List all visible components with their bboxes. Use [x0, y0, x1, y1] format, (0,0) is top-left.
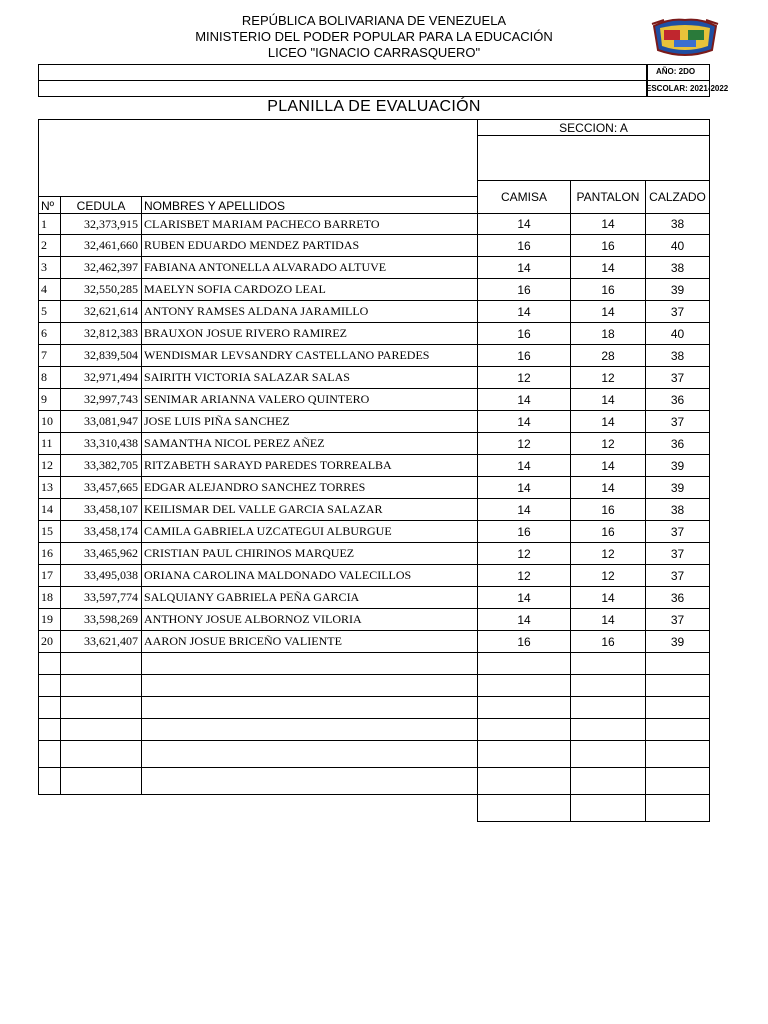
cedula-cell: 32,462,397	[61, 257, 142, 279]
empty-cell	[478, 741, 571, 768]
calzado-cell: 37	[646, 301, 710, 323]
calzado-cell: 40	[646, 323, 710, 345]
anio-label: AÑO: 2DO	[656, 67, 696, 76]
empty-cell	[646, 697, 710, 719]
camisa-cell: 14	[478, 411, 571, 433]
cedula-cell: 32,971,494	[61, 367, 142, 389]
table-row	[39, 455, 710, 477]
name-cell: RUBEN EDUARDO MENDEZ PARTIDAS	[142, 235, 478, 257]
empty-cell	[478, 675, 571, 697]
calzado-cell: 39	[646, 279, 710, 301]
escolar-label: ESCOLAR: 2021-2022	[646, 84, 729, 93]
empty-cell	[61, 719, 142, 741]
cedula-cell: 32,997,743	[61, 389, 142, 411]
table-row	[39, 609, 710, 631]
table-row	[39, 433, 710, 455]
name-cell: WENDISMAR LEVSANDRY CASTELLANO PAREDES	[142, 345, 478, 367]
table-row	[39, 631, 710, 653]
calzado-cell: 38	[646, 345, 710, 367]
table-row	[39, 214, 710, 235]
name-cell: JOSE LUIS PIÑA SANCHEZ	[142, 411, 478, 433]
row-number: 4	[39, 279, 61, 301]
calzado-cell: 38	[646, 257, 710, 279]
info-blank-row-1	[38, 64, 648, 81]
table-row	[39, 301, 710, 323]
camisa-cell: 14	[478, 301, 571, 323]
cedula-cell: 33,597,774	[61, 587, 142, 609]
row-number: 7	[39, 345, 61, 367]
row-number: 13	[39, 477, 61, 499]
camisa-cell: 12	[478, 565, 571, 587]
empty-cell	[571, 719, 646, 741]
row-number: 2	[39, 235, 61, 257]
header-blank-area	[39, 120, 478, 197]
pantalon-cell: 16	[571, 279, 646, 301]
calzado-cell: 37	[646, 609, 710, 631]
table-row	[39, 279, 710, 301]
camisa-cell: 14	[478, 477, 571, 499]
pantalon-cell: 14	[571, 389, 646, 411]
row-number: 10	[39, 411, 61, 433]
camisa-cell: 14	[478, 214, 571, 235]
seccion-label: SECCION: A	[478, 120, 710, 136]
empty-cell	[39, 768, 61, 795]
empty-cell	[646, 719, 710, 741]
cedula-cell: 33,457,665	[61, 477, 142, 499]
name-cell: EDGAR ALEJANDRO SANCHEZ TORRES	[142, 477, 478, 499]
students-table	[38, 119, 710, 822]
camisa-cell: 14	[478, 609, 571, 631]
school-crest-icon	[650, 16, 720, 58]
calzado-cell: 37	[646, 565, 710, 587]
empty-cell	[142, 653, 478, 675]
camisa-cell: 14	[478, 257, 571, 279]
name-cell: SENIMAR ARIANNA VALERO QUINTERO	[142, 389, 478, 411]
empty-row	[39, 768, 710, 795]
cedula-cell: 33,458,174	[61, 521, 142, 543]
name-cell: CAMILA GABRIELA UZCATEGUI ALBURGUE	[142, 521, 478, 543]
table-row	[39, 477, 710, 499]
empty-cell	[39, 719, 61, 741]
calzado-cell: 36	[646, 587, 710, 609]
name-cell: CRISTIAN PAUL CHIRINOS MARQUEZ	[142, 543, 478, 565]
header-republic: REPÚBLICA BOLIVARIANA DE VENEZUELA	[241, 13, 507, 28]
table-row	[39, 411, 710, 433]
table-row	[39, 499, 710, 521]
row-number: 3	[39, 257, 61, 279]
cedula-cell: 32,373,915	[61, 214, 142, 235]
empty-cell	[571, 653, 646, 675]
pantalon-cell: 14	[571, 257, 646, 279]
row-number: 12	[39, 455, 61, 477]
name-cell: SAMANTHA NICOL PEREZ AÑEZ	[142, 433, 478, 455]
pantalon-cell: 14	[571, 609, 646, 631]
empty-cell	[571, 768, 646, 795]
name-cell: ANTHONY JOSUE ALBORNOZ VILORIA	[142, 609, 478, 631]
cedula-cell: 32,812,383	[61, 323, 142, 345]
row-number: 16	[39, 543, 61, 565]
calzado-cell: 39	[646, 455, 710, 477]
pantalon-cell: 14	[571, 301, 646, 323]
name-cell: FABIANA ANTONELLA ALVARADO ALTUVE	[142, 257, 478, 279]
cedula-cell: 32,621,614	[61, 301, 142, 323]
empty-cell	[646, 741, 710, 768]
name-cell: CLARISBET MARIAM PACHECO BARRETO	[142, 214, 478, 235]
camisa-cell: 12	[478, 543, 571, 565]
calzado-cell: 36	[646, 389, 710, 411]
empty-cell	[646, 795, 710, 822]
camisa-cell: 14	[478, 389, 571, 411]
empty-cell	[61, 741, 142, 768]
empty-cell	[571, 697, 646, 719]
col-header-calzado: CALZADO	[646, 181, 710, 214]
camisa-cell: 14	[478, 499, 571, 521]
col-header-pantalon: PANTALON	[571, 181, 646, 214]
camisa-cell: 16	[478, 279, 571, 301]
pantalon-cell: 28	[571, 345, 646, 367]
empty-cell	[142, 719, 478, 741]
pantalon-cell: 14	[571, 477, 646, 499]
table-row	[39, 235, 710, 257]
row-number: 20	[39, 631, 61, 653]
empty-cell	[646, 653, 710, 675]
header-ministry: MINISTERIO DEL PODER POPULAR PARA LA EDUCACIÓN	[195, 29, 553, 44]
name-cell: MAELYN SOFIA CARDOZO LEAL	[142, 279, 478, 301]
camisa-cell: 12	[478, 433, 571, 455]
camisa-cell: 16	[478, 345, 571, 367]
calzado-cell: 40	[646, 235, 710, 257]
row-number: 18	[39, 587, 61, 609]
empty-cell	[571, 795, 646, 822]
pantalon-cell: 12	[571, 565, 646, 587]
empty-cell	[142, 675, 478, 697]
empty-row-sizes-only	[39, 795, 710, 822]
pantalon-cell: 16	[571, 235, 646, 257]
cedula-cell: 33,465,962	[61, 543, 142, 565]
name-cell: BRAUXON JOSUE RIVERO RAMIREZ	[142, 323, 478, 345]
calzado-cell: 37	[646, 411, 710, 433]
calzado-cell: 36	[646, 433, 710, 455]
pantalon-cell: 12	[571, 433, 646, 455]
table-row	[39, 521, 710, 543]
pantalon-cell: 16	[571, 499, 646, 521]
empty-cell	[646, 768, 710, 795]
empty-cell	[39, 697, 61, 719]
empty-cell	[478, 719, 571, 741]
calzado-cell: 37	[646, 367, 710, 389]
cedula-cell: 32,839,504	[61, 345, 142, 367]
camisa-cell: 16	[478, 235, 571, 257]
cedula-cell: 32,550,285	[61, 279, 142, 301]
pantalon-cell: 14	[571, 455, 646, 477]
pantalon-cell: 12	[571, 367, 646, 389]
empty-cell	[39, 675, 61, 697]
row-number: 15	[39, 521, 61, 543]
name-cell: ORIANA CAROLINA MALDONADO VALECILLOS	[142, 565, 478, 587]
calzado-cell: 38	[646, 499, 710, 521]
empty-cell	[142, 697, 478, 719]
table-row	[39, 323, 710, 345]
calzado-cell: 39	[646, 477, 710, 499]
seccion-blank	[478, 136, 710, 181]
empty-cell	[478, 768, 571, 795]
table-row	[39, 543, 710, 565]
cedula-cell: 33,458,107	[61, 499, 142, 521]
empty-cell	[61, 675, 142, 697]
table-row	[39, 587, 710, 609]
pantalon-cell: 18	[571, 323, 646, 345]
empty-cell	[39, 795, 478, 822]
row-number: 6	[39, 323, 61, 345]
table-row	[39, 345, 710, 367]
camisa-cell: 14	[478, 587, 571, 609]
empty-cell	[39, 653, 61, 675]
table-row	[39, 367, 710, 389]
camisa-cell: 16	[478, 521, 571, 543]
name-cell: SALQUIANY GABRIELA PEÑA GARCIA	[142, 587, 478, 609]
col-header-nombres: NOMBRES Y APELLIDOS	[142, 197, 478, 214]
name-cell: SAIRITH VICTORIA SALAZAR SALAS	[142, 367, 478, 389]
info-blank-row-2	[38, 80, 648, 97]
col-header-camisa: CAMISA	[478, 181, 571, 214]
empty-cell	[39, 741, 61, 768]
page-title: PLANILLA DE EVALUACIÓN	[267, 98, 481, 115]
col-header-cedula: CEDULA	[61, 197, 142, 214]
empty-cell	[478, 795, 571, 822]
camisa-cell: 14	[478, 455, 571, 477]
row-number: 11	[39, 433, 61, 455]
row-number: 8	[39, 367, 61, 389]
name-cell: RITZABETH SARAYD PAREDES TORREALBA	[142, 455, 478, 477]
name-cell: ANTONY RAMSES ALDANA JARAMILLO	[142, 301, 478, 323]
header-school: LICEO "IGNACIO CARRASQUERO"	[267, 45, 481, 60]
pantalon-cell: 14	[571, 411, 646, 433]
empty-cell	[61, 653, 142, 675]
empty-cell	[142, 741, 478, 768]
empty-cell	[142, 768, 478, 795]
empty-cell	[61, 768, 142, 795]
cedula-cell: 33,081,947	[61, 411, 142, 433]
pantalon-cell: 12	[571, 543, 646, 565]
camisa-cell: 12	[478, 367, 571, 389]
pantalon-cell: 16	[571, 631, 646, 653]
empty-row	[39, 653, 710, 675]
table-row	[39, 257, 710, 279]
cedula-cell: 33,598,269	[61, 609, 142, 631]
row-number: 19	[39, 609, 61, 631]
pantalon-cell: 16	[571, 521, 646, 543]
empty-row	[39, 741, 710, 768]
col-header-num: Nº	[39, 197, 61, 214]
calzado-cell: 39	[646, 631, 710, 653]
empty-cell	[61, 697, 142, 719]
empty-row	[39, 719, 710, 741]
table-row	[39, 389, 710, 411]
cedula-cell: 33,495,038	[61, 565, 142, 587]
calzado-cell: 37	[646, 521, 710, 543]
cedula-cell: 32,461,660	[61, 235, 142, 257]
name-cell: KEILISMAR DEL VALLE GARCIA SALAZAR	[142, 499, 478, 521]
table-row	[39, 565, 710, 587]
empty-row	[39, 675, 710, 697]
row-number: 9	[39, 389, 61, 411]
cedula-cell: 33,310,438	[61, 433, 142, 455]
cedula-cell: 33,382,705	[61, 455, 142, 477]
row-number: 5	[39, 301, 61, 323]
row-number: 17	[39, 565, 61, 587]
name-cell: AARON JOSUE BRICEÑO VALIENTE	[142, 631, 478, 653]
empty-cell	[478, 697, 571, 719]
row-number: 1	[39, 214, 61, 235]
pantalon-cell: 14	[571, 587, 646, 609]
empty-cell	[478, 653, 571, 675]
empty-row	[39, 697, 710, 719]
calzado-cell: 37	[646, 543, 710, 565]
empty-cell	[646, 675, 710, 697]
empty-cell	[571, 741, 646, 768]
row-number: 14	[39, 499, 61, 521]
empty-cell	[571, 675, 646, 697]
camisa-cell: 16	[478, 631, 571, 653]
calzado-cell: 38	[646, 214, 710, 235]
camisa-cell: 16	[478, 323, 571, 345]
pantalon-cell: 14	[571, 214, 646, 235]
cedula-cell: 33,621,407	[61, 631, 142, 653]
